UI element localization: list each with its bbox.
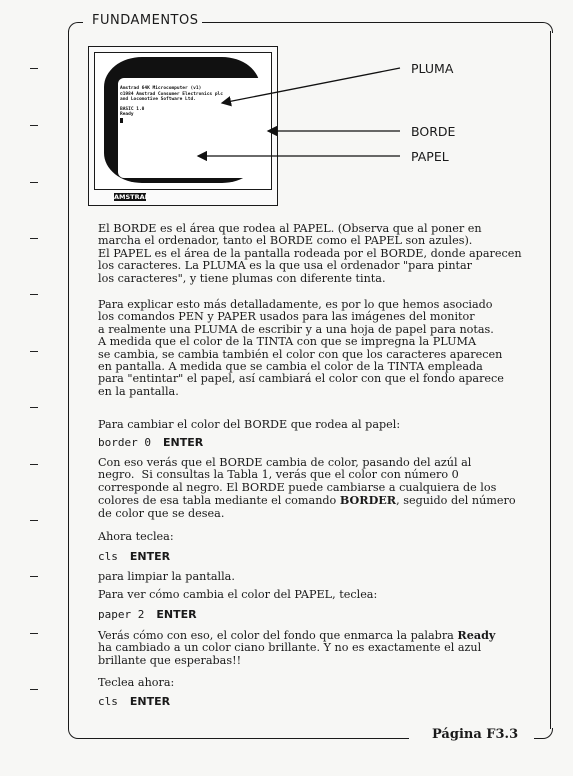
paragraph-ahora-teclea: Ahora teclea:: [98, 530, 174, 543]
label-pluma: PLUMA: [411, 61, 454, 76]
command-border: border 0 ENTER: [98, 436, 204, 449]
paragraph-borde-papel: El BORDE es el área que rodea al PAPEL. (Observa que al poner en marcha el ordenador, tanto el BORDE como el PAPEL son azules). El PAPEL es el área de la pantalla rodeada por el BORDE, donde aparecen los caracteres. La PLUMA es la que usa el ordenador "para pintar los caracteres", y tiene plumas con diferente tinta.: [98, 222, 522, 285]
monitor-screen-text: Amstrad 64K Microcomputer (v1) ©1984 Amstrad Consumer Electronics plc and Locomotive Software Ltd. BASIC 1.0 Ready: [120, 86, 228, 123]
page-number: Página F3.3: [432, 727, 519, 742]
command-cls-1: cls ENTER: [98, 550, 171, 563]
paragraph-change-paper: Para ver cómo cambia el color del PAPEL, teclea:: [98, 588, 378, 601]
command-cls-2: cls ENTER: [98, 695, 171, 708]
paragraph-teclea-ahora: Teclea ahora:: [98, 676, 175, 689]
paragraph-change-border: Para cambiar el color del BORDE que rodea al papel:: [98, 418, 401, 431]
paragraph-explanation: Para explicar esto más detalladamente, es por lo que hemos asociado los comandos PEN y PAPER usados para las imágenes del monitor a realmente una PLUMA de escribir y a una hoja de papel para notas. A medida que el color de la TINTA con que se impregna la PLUMA se cambia, se cambia también el color con que los caracteres aparecen en pantalla. A medida que se cambia el color de la TINTA empleada para "entintar" el papel, así cambiará el color con que el fondo aparece en la pantalla.: [98, 298, 504, 398]
paragraph-paper-result: Verás cómo con eso, el color del fondo que enmarca la palabra Ready ha cambiado a un color ciano brillante. Y no es exactamente el azul brillante que esperabas!!: [98, 628, 496, 667]
command-paper: paper 2 ENTER: [98, 608, 197, 621]
paragraph-border-result: Con eso verás que el BORDE cambia de color, pasando del azúl al negro. Si consultas la Tabla 1, verás que el color con número 0 corresponde al negro. El BORDE puede cambiarse a cualquiera de los colores de esa tabla mediante el comando BORDER, seguido del número de color que se desea.: [98, 456, 516, 520]
pluma-arrow: [222, 68, 400, 103]
label-borde: BORDE: [411, 124, 456, 139]
label-papel: PAPEL: [411, 149, 449, 164]
paragraph-limpiar: para limpiar la pantalla.: [98, 570, 235, 583]
brand-logo: AMSTRAD: [114, 193, 151, 201]
section-title: FUNDAMENTOS: [88, 13, 202, 28]
